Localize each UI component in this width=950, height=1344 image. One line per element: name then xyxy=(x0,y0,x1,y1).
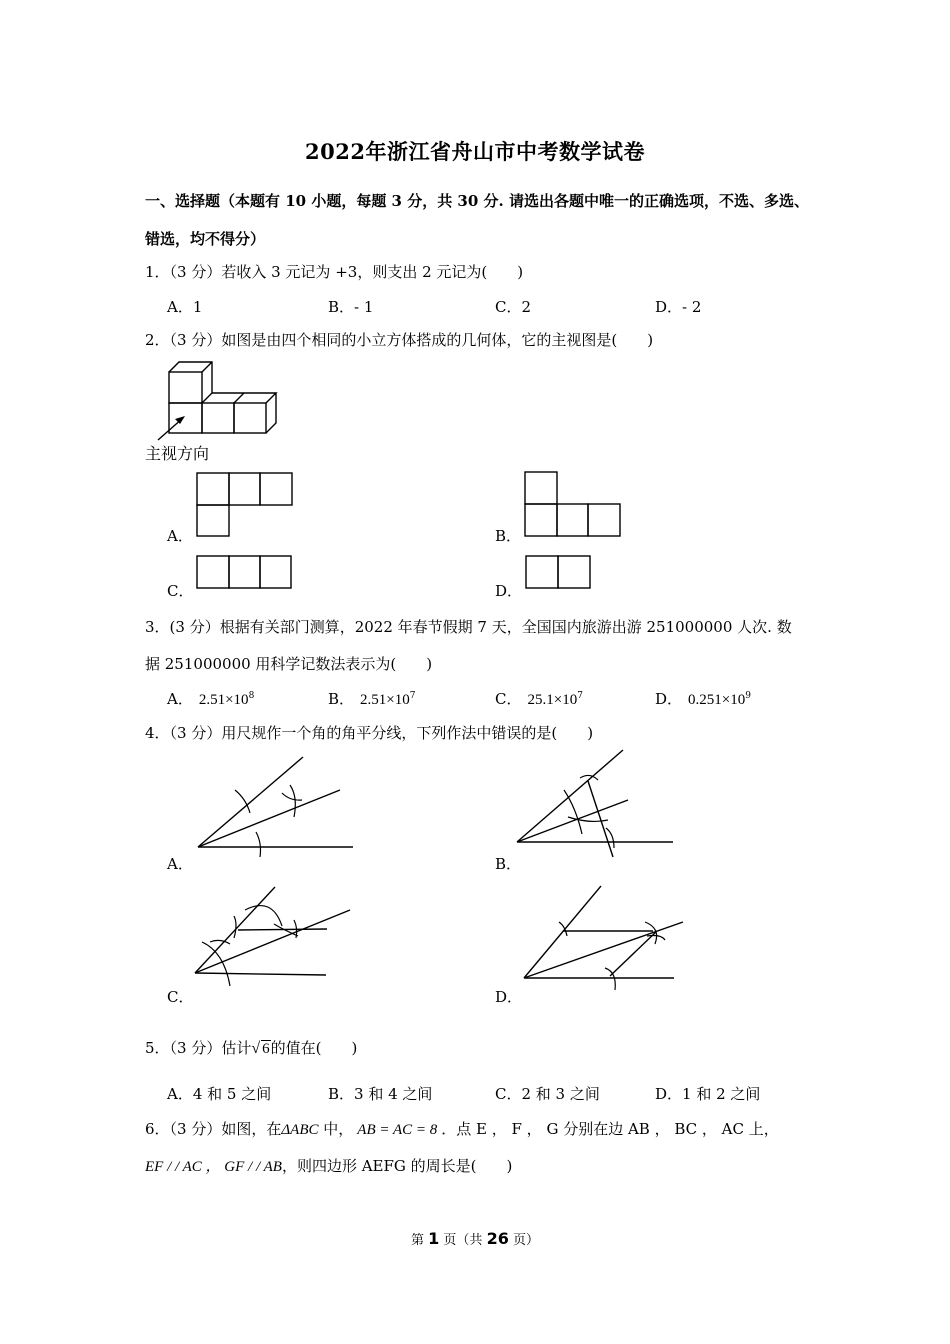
question-5-stem: 5．（3 分）估计√ 6的值在( ) xyxy=(145,1039,358,1057)
footer-total-pages: 26 xyxy=(486,1229,509,1248)
q4-option-a-figure xyxy=(190,755,360,855)
q5-option-a: A．4 和 5 之间 xyxy=(167,1085,272,1103)
q2-option-c-figure xyxy=(196,555,296,591)
q4-option-d-figure xyxy=(515,882,685,992)
q2-view-direction-label: 主视方向 xyxy=(145,444,210,463)
q4-option-b: B． xyxy=(495,855,522,873)
q1-option-b: B．- 1 xyxy=(328,298,374,316)
q5-stem-pre: 5．（3 分）估计 xyxy=(145,1039,252,1057)
q3-option-a xyxy=(167,688,254,709)
page-title: 2022年浙江省舟山市中考数学试卷 xyxy=(305,139,645,164)
q5-option-d: D．1 和 2 之间 xyxy=(655,1085,761,1103)
q4-option-a: A． xyxy=(167,855,193,873)
q1-option-c: C．2 xyxy=(495,298,532,316)
q1-option-a: A．1 xyxy=(167,298,203,316)
q2-solid-figure xyxy=(150,360,290,440)
q4-option-b-figure xyxy=(510,750,680,860)
q3-option-c xyxy=(495,688,583,709)
footer-pre: 第 xyxy=(411,1233,429,1248)
q6-line1-rest: ．点 E ， F ， G 分别在边 AB ， BC ， AC 上， xyxy=(441,1120,779,1138)
q2-option-d: D． xyxy=(495,582,523,600)
footer-mid: 页（共 xyxy=(439,1233,487,1248)
q6-triangle: ΔABC xyxy=(281,1122,319,1138)
q6-parallel-conditions: EF / / AC ， GF / / AB xyxy=(145,1159,282,1175)
q3-option-a-value: 2.51×10 xyxy=(198,692,249,708)
q3-option-b xyxy=(328,688,415,709)
q5-radicand: 6 xyxy=(262,1041,270,1057)
q3-option-c-exponent: 7 xyxy=(577,691,583,701)
q6-line2-rest: ，则四边形 AEFG 的周长是( ) xyxy=(281,1157,513,1175)
q4-option-c-figure xyxy=(190,882,360,992)
question-1-stem: 1．（3 分）若收入 3 元记为 +3，则支出 2 元记为( ) xyxy=(145,263,524,281)
q3-option-d-exponent: 9 xyxy=(745,691,751,701)
q3-option-d xyxy=(655,688,751,709)
question-6-line2 xyxy=(145,1155,512,1176)
footer-page-number: 1 xyxy=(428,1229,440,1248)
page-footer xyxy=(0,1229,950,1248)
q5-option-b: B．3 和 4 之间 xyxy=(328,1085,433,1103)
question-2-stem: 2．（3 分）如图是由四个相同的小立方体搭成的几何体，它的主视图是( ) xyxy=(145,331,654,349)
q6-equality: AB = AC = 8 xyxy=(357,1122,438,1138)
q6-line1-pre: 6．（3 分）如图，在 xyxy=(145,1120,282,1138)
question-3-line2: 据 251000000 用科学记数法表示为( ) xyxy=(145,655,433,673)
q6-line1-mid: 中， xyxy=(318,1120,354,1138)
q1-option-d: D．- 2 xyxy=(655,298,702,316)
footer-post: 页） xyxy=(508,1233,539,1248)
q2-option-d-figure xyxy=(525,555,595,591)
q3-option-c-letter: C． xyxy=(495,690,522,708)
q2-option-a: A． xyxy=(167,527,193,545)
section-heading-line1: 一、选择题（本题有 10 小题，每题 3 分，共 30 分. 请选出各题中唯一的正确选项，不选、多选、 xyxy=(145,192,809,210)
q3-option-b-exponent: 7 xyxy=(409,691,416,701)
q3-option-d-value: 0.251×10 xyxy=(688,692,746,708)
q5-stem-post: 的值在( ) xyxy=(270,1039,358,1057)
q2-option-b: B． xyxy=(495,527,522,545)
q4-option-c: C． xyxy=(167,988,194,1006)
q5-option-c: C．2 和 3 之间 xyxy=(495,1085,600,1103)
q2-option-c: C． xyxy=(167,582,194,600)
section-heading-line2: 错选，均不得分） xyxy=(145,230,266,248)
q3-option-b-letter: B． xyxy=(328,690,355,708)
q2-option-b-figure xyxy=(524,471,624,539)
q3-option-a-letter: A． xyxy=(167,690,193,708)
q3-option-b-value: 2.51×10 xyxy=(360,692,410,708)
q3-option-a-exponent: 8 xyxy=(248,691,255,701)
q3-option-d-letter: D． xyxy=(655,690,683,708)
question-3-line1: 3．(3 分）根据有关部门测算，2022 年春节假期 7 天，全国国内旅游出游 251000000 人次. 数 xyxy=(145,618,792,636)
q2-option-a-figure xyxy=(196,472,296,538)
question-6-line1 xyxy=(145,1118,779,1139)
q3-option-c-value: 25.1×10 xyxy=(527,692,578,708)
question-4-stem: 4．（3 分）用尺规作一个角的角平分线，下列作法中错误的是( ) xyxy=(145,724,594,742)
q4-option-d: D． xyxy=(495,988,523,1006)
